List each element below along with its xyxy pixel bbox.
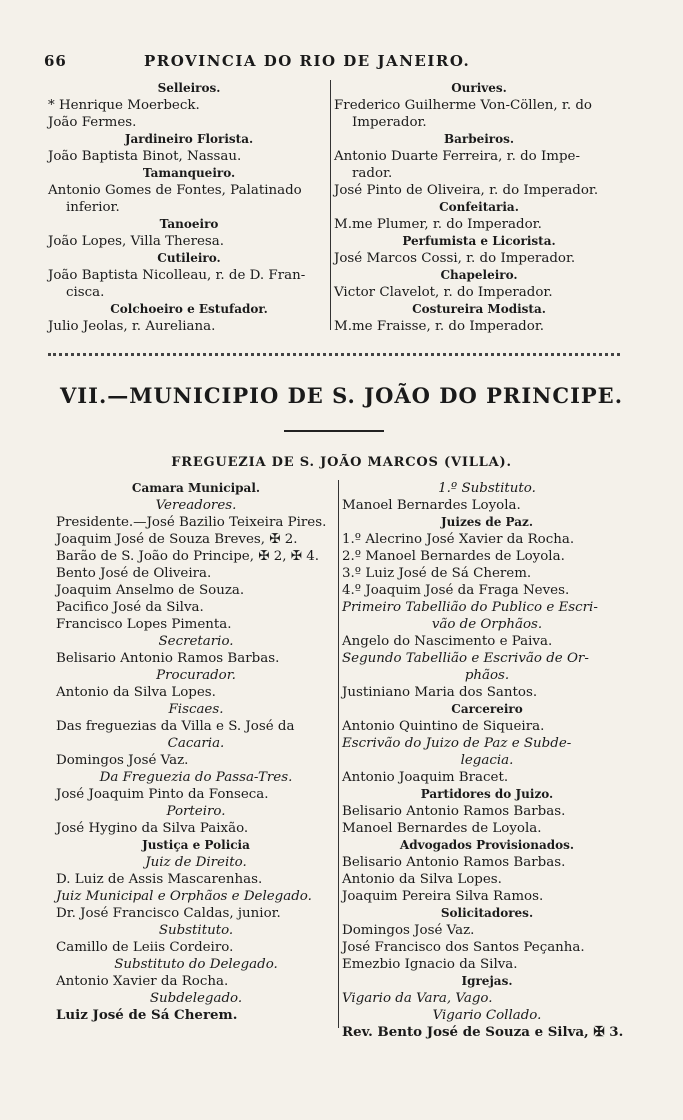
entry-line: 2.º Manoel Bernardes de Loyola. bbox=[342, 549, 565, 564]
entry-line: Emezbio Ignacio da Silva. bbox=[342, 957, 518, 972]
entry-line: Luiz José de Sá Cherem. bbox=[56, 1007, 238, 1023]
section-heading: Carcereiro bbox=[451, 702, 523, 716]
role-title: Secretario. bbox=[158, 634, 234, 649]
entry-line: Belisario Antonio Ramos Barbas. bbox=[56, 651, 280, 666]
section-heading: Ourives. bbox=[451, 81, 507, 95]
entry-line: 3.º Luiz José de Sá Cherem. bbox=[342, 566, 532, 581]
trades-left-column bbox=[48, 80, 330, 335]
entry-line: José Marcos Cossi, r. do Imperador. bbox=[334, 251, 576, 266]
entry-line: Antonio Quintino de Siqueira. bbox=[342, 719, 545, 734]
section-heading: Cutileiro. bbox=[157, 251, 221, 265]
entry-line: Antonio Joaquim Bracet. bbox=[342, 770, 509, 785]
page-number: 66 bbox=[44, 52, 67, 70]
entry-line: Joaquim Pereira Silva Ramos. bbox=[342, 889, 544, 904]
role-title: Juiz de Direito. bbox=[145, 855, 247, 870]
section-heading: Jardineiro Florista. bbox=[124, 132, 254, 146]
running-head bbox=[44, 52, 624, 74]
entry-line: Antonio Duarte Ferreira, r. do Impe- bbox=[334, 149, 580, 164]
column-divider bbox=[338, 480, 339, 1028]
role-title: Porteiro. bbox=[166, 804, 226, 819]
entry-line: João Baptista Nicolleau, r. de D. Fran- bbox=[48, 268, 306, 283]
entry-line: João Baptista Binot, Nassau. bbox=[48, 149, 242, 164]
entry-continuation: cisca. bbox=[66, 285, 105, 300]
section-heading: Perfumista e Licorista. bbox=[402, 234, 556, 248]
entry-line: Manoel Bernardes Loyola. bbox=[342, 498, 521, 513]
chapter-title: VII.—MUNICIPIO DE S. JOÃO DO PRINCIPE. bbox=[60, 383, 623, 408]
entry-line: M.me Plumer, r. do Imperador. bbox=[334, 217, 542, 232]
entry-line: Justiniano Maria dos Santos. bbox=[342, 685, 538, 700]
section-heading: Justiça e Policia bbox=[142, 838, 250, 852]
entry-line: José Pinto de Oliveira, r. do Imperador. bbox=[334, 183, 599, 198]
officials-left-column bbox=[56, 480, 336, 1024]
role-title: Juiz Municipal e Orphãos e Delegado. bbox=[56, 889, 312, 904]
entry-line: Francisco Lopes Pimenta. bbox=[56, 617, 232, 632]
section-heading: Barbeiros. bbox=[443, 132, 515, 146]
section-heading: Confeitaria. bbox=[439, 200, 519, 214]
entry-line: Rev. Bento José de Souza e Silva, ✠ 3. bbox=[342, 1024, 624, 1040]
section-divider bbox=[48, 353, 620, 356]
section-heading: Solicitadores. bbox=[440, 906, 534, 920]
section-heading: Partidores do Juizo. bbox=[420, 787, 554, 801]
role-title: Procurador. bbox=[156, 668, 236, 683]
entry-line: Belisario Antonio Ramos Barbas. bbox=[342, 804, 566, 819]
role-title: Fiscaes. bbox=[168, 702, 224, 717]
entry-line: * Henrique Moerbeck. bbox=[48, 98, 200, 113]
role-title: Substituto do Delegado. bbox=[114, 957, 278, 972]
role-title: vão de Orphãos. bbox=[431, 617, 543, 632]
entry-line: Angelo do Nascimento e Paiva. bbox=[342, 634, 553, 649]
role-title: Cacaria. bbox=[167, 736, 225, 751]
entry-line: Joaquim Anselmo de Souza. bbox=[56, 583, 245, 598]
role-title: phãos. bbox=[464, 668, 510, 683]
role-title: legacia. bbox=[460, 753, 514, 768]
column-divider bbox=[330, 80, 331, 330]
role-title: Vereadores. bbox=[155, 498, 237, 513]
entry-line: 1.º Alecrino José Xavier da Rocha. bbox=[342, 532, 575, 547]
role-title: 1.º Substituto. bbox=[438, 481, 536, 496]
section-heading: Igrejas. bbox=[461, 974, 513, 988]
role-title: Primeiro Tabellião do Publico e Escri- bbox=[342, 600, 598, 615]
entry-line: Antonio Xavier da Rocha. bbox=[56, 974, 229, 989]
role-title: Da Freguezia do Passa-Tres. bbox=[99, 770, 293, 785]
entry-continuation: inferior. bbox=[66, 200, 120, 215]
section-heading: Costureira Modista. bbox=[412, 302, 546, 316]
entry-line: Presidente.—José Bazilio Teixeira Pires. bbox=[56, 515, 327, 530]
section-heading: Camara Municipal. bbox=[131, 481, 261, 495]
entry-line: Antonio Gomes de Fontes, Palatinado bbox=[48, 183, 302, 198]
entry-line: José Joaquim Pinto da Fonseca. bbox=[56, 787, 269, 802]
entry-line: Joaquim José de Souza Breves, ✠ 2. bbox=[56, 532, 298, 547]
entry-line: Domingos José Vaz. bbox=[56, 753, 189, 768]
entry-line: Belisario Antonio Ramos Barbas. bbox=[342, 855, 566, 870]
entry-line: D. Luiz de Assis Mascarenhas. bbox=[56, 872, 263, 887]
section-heading: Advogados Provisionados. bbox=[399, 838, 575, 852]
entry-line: José Francisco dos Santos Peçanha. bbox=[342, 940, 585, 955]
role-title: Escrivão do Juizo de Paz e Subde- bbox=[342, 736, 572, 751]
officials-right-column bbox=[342, 480, 632, 1041]
entry-line: Das freguezias da Villa e S. José da bbox=[56, 719, 295, 734]
entry-line: João Fermes. bbox=[48, 115, 137, 130]
section-heading: Selleiros. bbox=[157, 81, 221, 95]
entry-line: Bento José de Oliveira. bbox=[56, 566, 212, 581]
entry-line: Antonio da Silva Lopes. bbox=[56, 685, 216, 700]
entry-line: Antonio da Silva Lopes. bbox=[342, 872, 502, 887]
section-heading: Tamanqueiro. bbox=[142, 166, 236, 180]
section-heading: Chapeleiro. bbox=[440, 268, 518, 282]
entry-line: Barão de S. João do Principe, ✠ 2, ✠ 4. bbox=[56, 549, 319, 564]
section-heading: Colchoeiro e Estufador. bbox=[110, 302, 268, 316]
role-title: Substituto. bbox=[158, 923, 234, 938]
title-rule bbox=[284, 430, 384, 432]
entry-line: Manoel Bernardes de Loyola. bbox=[342, 821, 542, 836]
role-title: Vigario da Vara, Vago. bbox=[342, 991, 493, 1006]
entry-line: Camillo de Leiis Cordeiro. bbox=[56, 940, 234, 955]
role-title: Vigario Collado. bbox=[432, 1008, 542, 1023]
entry-line: José Hygino da Silva Paixão. bbox=[56, 821, 249, 836]
entry-continuation: rador. bbox=[352, 166, 393, 181]
entry-line: Victor Clavelot, r. do Imperador. bbox=[334, 285, 553, 300]
trades-right-column bbox=[334, 80, 624, 335]
entry-continuation: Imperador. bbox=[352, 115, 427, 130]
parish-title: FREGUEZIA DE S. JOÃO MARCOS (VILLA). bbox=[171, 455, 512, 470]
role-title: Subdelegado. bbox=[149, 991, 243, 1006]
section-heading: Tanoeiro bbox=[159, 217, 219, 231]
entry-line: Pacifico José da Silva. bbox=[56, 600, 204, 615]
entry-line: M.me Fraisse, r. do Imperador. bbox=[334, 319, 545, 334]
entry-line: Domingos José Vaz. bbox=[342, 923, 475, 938]
entry-line: João Lopes, Villa Theresa. bbox=[48, 234, 225, 249]
role-title: Segundo Tabellião e Escrivão de Or- bbox=[342, 651, 589, 666]
entry-line: 4.º Joaquim José da Fraga Neves. bbox=[342, 583, 570, 598]
section-heading: Juizes de Paz. bbox=[440, 515, 533, 529]
entry-line: Dr. José Francisco Caldas, junior. bbox=[56, 906, 281, 921]
entry-line: Julio Jeolas, r. Aureliana. bbox=[48, 319, 216, 334]
page-title: PROVINCIA DO RIO DE JANEIRO. bbox=[144, 52, 471, 70]
entry-line: Frederico Guilherme Von-Cöllen, r. do bbox=[334, 98, 592, 113]
